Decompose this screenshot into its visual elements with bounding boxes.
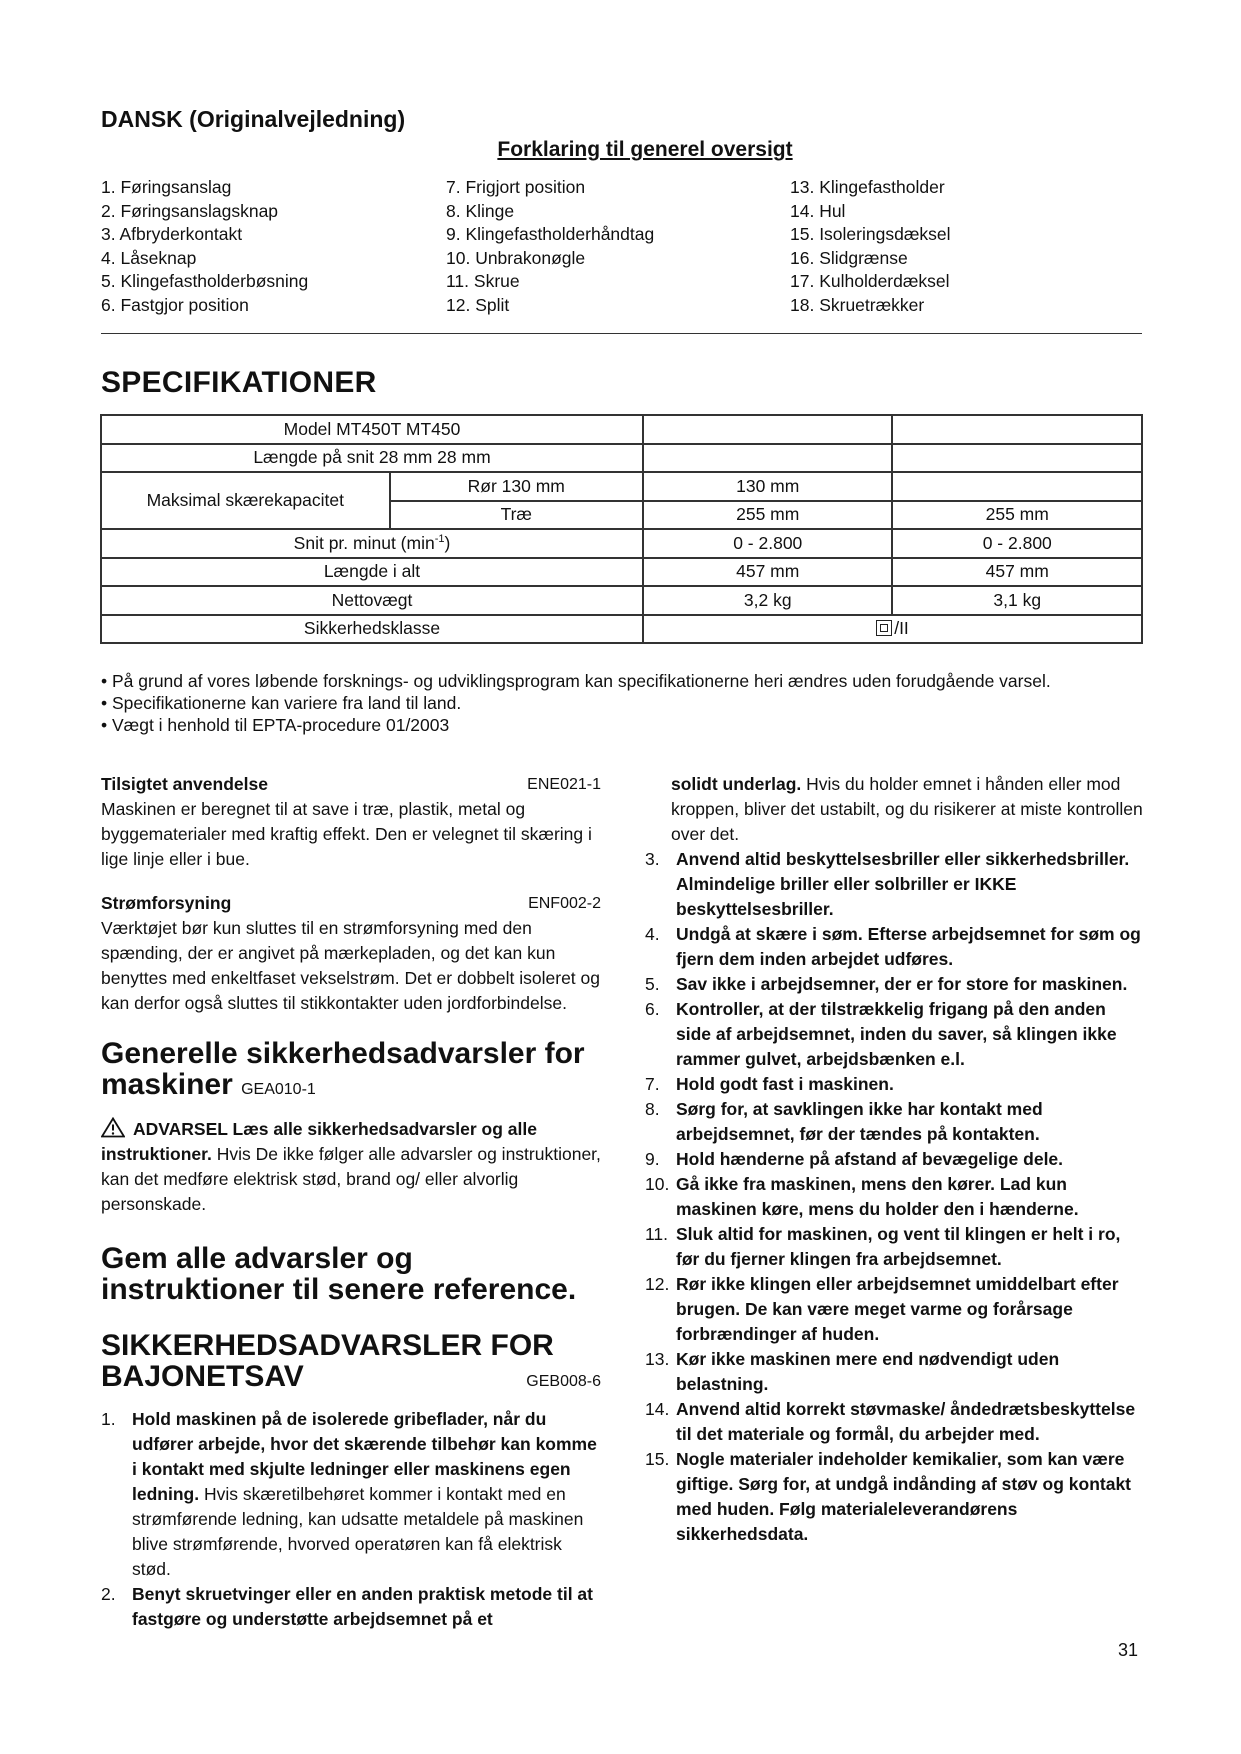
power-supply-text: Værktøjet bør kun sluttes til en strømforsyning med den spænding, der er angivet på mærkepladen, og det kan kun benyttes med enkeltfaset vekselstrøm. Det er dobbelt isoleret og kan derfor også sluttes til stikkontakter uden jordforbindelse. [101,918,600,1013]
overview-item: 10. Unbrakonøgle [446,247,586,268]
spec-weight-value-2: 3,1 kg [892,586,1142,615]
overview-item: 11. Skrue [446,271,520,291]
table-row [101,472,1142,501]
spec-strokes-value-2: 0 - 2.800 [892,529,1142,558]
saw-safety-list-right [645,847,1145,1597]
list-item: 7. Hold godt fast i maskinen. [645,1074,894,1094]
spec-weight-value-1: 3,2 kg [643,586,892,615]
spec-wood-value-2: 255 mm [892,501,1142,530]
overview-item: 6. Fastgjor position [101,294,249,315]
overview-item: 8. Klinge [446,200,515,221]
warning-triangle-icon [101,1117,125,1138]
overview-item: 5. Klingefastholderbøsning [101,271,309,291]
overview-item: 15. Isoleringsdæksel [790,224,951,244]
list-item: 4. Undgå at skære i søm. Efterse arbejdsemnet for søm og fjern dem inden arbejdet udføres. [645,924,1141,969]
overview-item: 17. Kulholderdæksel [790,271,950,291]
intended-use-heading: Tilsigtet anvendelse ENE021-1 [101,772,601,797]
spec-net-weight: Nettovægt [101,586,643,615]
list-item: 12. Rør ikke klingen eller arbejdsemnet umiddelbart efter brugen. De kan være meget varme og forårsage forbrændinger af huden. [645,1274,1119,1344]
spec-model: Model MT450T MT450 [101,415,643,444]
note-item: • Vægt i henhold til EPTA-procedure 01/2003 [101,715,450,735]
spec-length-value-1: 457 mm [643,558,892,587]
section-code: ENE021-1 [527,776,601,793]
list-item: 11. Sluk altid for maskinen, og vent til klingen er helt i ro, før du fjerner klingen fra arbejdsemnet. [645,1224,1121,1269]
list-item [645,1572,1145,1597]
list-item: 5. Sav ikke i arbejdsemner, der er for store for maskinen. [645,974,1128,994]
list-item-continuation: solidt underlag. Hvis du holder emnet i hånden eller mod kroppen, bliver det ustabilt, og du risikerer at miste kontrollen over det. [671,774,1143,844]
overview-item: 3. Afbryderkontakt [101,224,243,244]
spec-overall-length: Længde i alt [101,558,643,587]
left-column [101,772,601,1632]
overview-item: 14. Hul [790,200,846,221]
note-item: • På grund af vores løbende forsknings- og udviklingsprogram kan specifikationerne heri ændres uden forudgående varsel. [101,671,1051,691]
specifications-table [100,414,1143,644]
spec-wood: Træ [390,501,643,530]
overview-item: 16. Slidgrænse [790,247,908,268]
table-row [101,586,1142,615]
page-number: 31 [1117,1640,1138,1660]
keep-instructions-heading: Gem alle advarsler og instruktioner til senere reference. [101,1242,577,1306]
overview-column-3 [790,176,951,317]
spec-notes [101,670,1141,736]
table-row [101,615,1142,644]
right-column [645,772,1145,1597]
list-item: 2. Benyt skruetvinger eller en anden praktisk metode til at fastgøre og understøtte arbejdsemnet på et [101,1584,593,1629]
double-insulation-icon [876,620,892,636]
section-divider [101,333,1142,334]
intended-use-text: Maskinen er beregnet til at save i træ, plastik, metal og byggematerialer med kraftig effekt. Den er velegnet til skæring i lige linje eller i bue. [101,799,592,869]
spec-safety-class: Sikkerhedsklasse [101,615,643,644]
table-row [101,444,1142,473]
saw-safety-list-left [101,1407,601,1632]
list-item [645,1547,1145,1572]
spec-length-value-2: 457 mm [892,558,1142,587]
list-item: 14. Anvend altid korrekt støvmaske/ åndedrætsbeskyttelse til det materiale og formål, du arbejder med. [645,1399,1136,1444]
specifications-heading: SPECIFIKATIONER [101,366,377,399]
list-item: 6. Kontroller, at der tilstrækkelig frigang på den anden side af arbejdsemnet, inden du saver, så klingen ikke rammer gulvet, arbejdsbænken e.l. [645,999,1117,1069]
spec-max-capacity: Maksimal skærekapacitet [101,472,390,529]
overview-item: 4. Låseknap [101,247,197,268]
spec-strokes: Snit pr. minut $(\min^{-1})$ [101,529,643,558]
spec-safety-class-value: /II [643,615,1142,644]
overview-item: 13. Klingefastholder [790,177,945,197]
overview-item: 2. Føringsanslagsknap [101,200,279,221]
list-item: 3. Anvend altid beskyttelsesbriller eller sikkerhedsbriller. Almindelige briller eller solbriller er IKKE beskyttelsesbriller. [645,849,1130,919]
list-item: 15. Nogle materialer indeholder kemikalier, som kan være giftige. Sørg for, at undgå indånding af støv og kontakt med huden. Følg materialeleverandørens sikkerhedsdata. [645,1449,1131,1544]
spec-cut-length: Længde på snit 28 mm 28 mm [101,444,643,473]
spec-pipe-value: 130 mm [643,472,892,501]
spec-strokes-value-1: 0 - 2.800 [643,529,892,558]
table-row [101,415,1142,444]
section-code: ENF002-2 [528,895,601,912]
table-row [101,558,1142,587]
overview-item: 18. Skruetrækker [790,294,925,315]
list-item: 10. Gå ikke fra maskinen, mens den kører. Lad kun maskinen køre, mens du holder den i hænderne. [645,1174,1079,1219]
list-item: 1. Hold maskinen på de isolerede gribeflader, når du udfører arbejde, hvor det skærende tilbehør kan komme i kontakt med skjulte ledninger eller maskinens egen ledning. Hvis skæretilbehøret kommer i kontakt med en strømførende ledning, kan udsatte metaldele på maskinen blive strømførende, hvorved operatøren kan få elektrisk stød. [101,1409,597,1579]
section-code: GEB008-6 [526,1373,601,1390]
overview-item: 1. Føringsanslag [101,177,232,197]
power-supply-heading: Strømforsyning ENF002-2 [101,891,601,916]
warning-paragraph: ADVARSEL Læs alle sikkerhedsadvarsler og alle instruktioner. Hvis De ikke følger alle advarsler og instruktioner, kan det medføre elektrisk stød, brand og/ eller alvorlig personskade. [101,1119,601,1214]
overview-item: 7. Frigjort position [446,177,586,197]
note-item: • Specifikationerne kan variere fra land til land. [101,693,462,713]
saw-safety-heading: SIKKERHEDSADVARSLER FOR BAJONETSAV GEB008-6 [101,1330,601,1397]
overview-item: 9. Klingefastholderhåndtag [446,224,655,244]
spec-pipe: Rør 130 mm [390,472,643,501]
language-title: DANSK (Originalvejledning) [101,106,406,132]
list-item: 8. Sørg for, at savklingen ikke har kontakt med arbejdsemnet, før der tændes på kontakten. [645,1099,1043,1144]
list-item: 9. Hold hænderne på afstand af bevægelige dele. [645,1149,1064,1169]
overview-column-2 [446,176,654,317]
overview-title: Forklaring til generel oversigt [497,138,793,161]
list-item: 13. Kør ikke maskinen mere end nødvendigt uden belastning. [645,1349,1060,1394]
general-safety-heading: Generelle sikkerhedsadvarsler for maskiner GEA010-1 [101,1037,585,1101]
overview-item: 12. Split [446,294,510,315]
table-row [101,529,1142,558]
overview-column-1 [101,176,308,317]
spec-wood-value-1: 255 mm [643,501,892,530]
section-code: GEA010-1 [241,1081,316,1098]
